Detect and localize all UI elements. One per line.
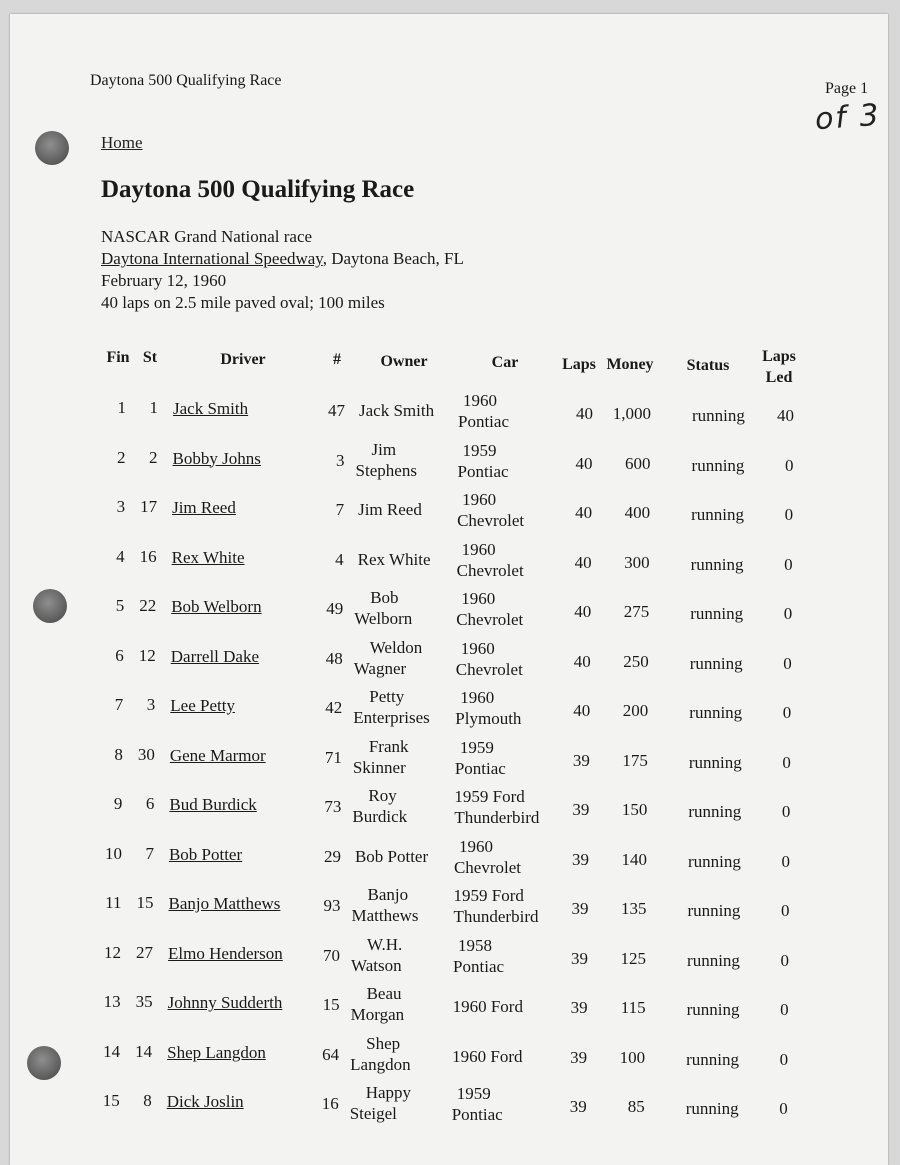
status-cell: running <box>687 950 740 970</box>
laps-led-cell: 0 <box>785 455 794 475</box>
owner-line: Weldon <box>369 637 423 657</box>
owner-line: Roy <box>368 786 397 805</box>
owner-line: Enterprises <box>353 708 430 727</box>
car-number-cell: 70 <box>323 945 341 965</box>
car-line: 1959 <box>459 737 494 757</box>
page-number: Page 1 <box>825 80 869 97</box>
status-cell: running <box>690 554 744 574</box>
col-header-car: Car <box>491 354 519 371</box>
status-cell: running <box>687 851 741 871</box>
car-number-cell: 49 <box>326 599 344 618</box>
col-header-st: St <box>142 349 158 366</box>
status-cell: running <box>688 802 742 821</box>
owner-line: Bob <box>370 588 399 607</box>
driver-link[interactable]: Johnny Sudderth <box>167 993 283 1012</box>
laps-led-cell: 0 <box>780 950 790 970</box>
laps-led-cell: 0 <box>780 1000 789 1019</box>
car-number-cell: 47 <box>328 401 345 420</box>
owner-line: Wagner <box>353 658 407 678</box>
car-number-cell: 73 <box>324 797 342 816</box>
car-line: 1960 <box>461 589 496 608</box>
owner-line: Jack Smith <box>359 401 435 420</box>
owner-line: Steigel <box>349 1104 397 1123</box>
driver-link[interactable]: Bob Potter <box>168 844 243 864</box>
col-header-laps-led: Laps Led <box>762 348 796 386</box>
race-distance: 40 laps on 2.5 mile paved oval; 100 miles <box>101 293 385 312</box>
start-cell: 15 <box>136 893 154 912</box>
col-header-owner: Owner <box>380 353 428 370</box>
race-series: NASCAR Grand National race <box>101 227 313 246</box>
status-cell: running <box>689 703 743 722</box>
car-line: 1960 <box>461 539 496 559</box>
start-cell: 8 <box>143 1091 152 1110</box>
start-cell: 35 <box>135 992 153 1011</box>
driver-link[interactable]: Shep Langdon <box>167 1042 266 1062</box>
driver-link[interactable]: Dick Joslin <box>166 1092 244 1111</box>
status-cell: running <box>686 1000 740 1019</box>
fin-cell: 6 <box>115 645 124 665</box>
car-line: 1960 <box>463 391 497 410</box>
laps-led-cell: 0 <box>782 703 792 722</box>
home-link[interactable]: Home <box>101 133 143 152</box>
start-cell: 2 <box>149 447 158 467</box>
car-number-cell: 3 <box>336 450 345 470</box>
car-line: 1959 Ford <box>453 886 524 905</box>
status-cell: running <box>692 406 745 425</box>
track-link[interactable]: Daytona International Speedway <box>101 249 323 268</box>
laps-led-cell: 0 <box>784 554 793 574</box>
owner-line: Welborn <box>354 609 413 628</box>
money-cell: 600 <box>625 453 651 473</box>
start-cell: 7 <box>145 843 154 863</box>
col-header-fin: Fin <box>106 349 130 366</box>
laps-cell: 39 <box>570 1047 588 1067</box>
start-cell: 30 <box>137 744 155 764</box>
driver-link[interactable]: Darrell Dake <box>170 646 260 666</box>
owner-line: Beau <box>366 984 402 1003</box>
fin-cell: 3 <box>116 497 126 516</box>
laps-led-cell: 0 <box>781 802 791 821</box>
laps-led-cell: 0 <box>779 1049 789 1069</box>
driver-link[interactable]: Jack Smith <box>173 399 249 418</box>
start-cell: 1 <box>149 398 158 417</box>
owner-line: Stephens <box>355 460 417 480</box>
driver-link[interactable]: Jim Reed <box>172 498 236 517</box>
owner-line: Bob Potter <box>354 846 429 866</box>
car-line: 1959 Ford <box>454 787 525 806</box>
binder-hole-top <box>35 131 69 165</box>
fin-cell: 5 <box>115 596 125 615</box>
status-cell: running <box>689 653 743 673</box>
car-line: 1959 <box>462 440 497 460</box>
owner-line: Watson <box>351 955 402 975</box>
col-header-laps: Laps <box>562 356 596 373</box>
money-cell: 125 <box>620 948 647 968</box>
driver-link[interactable]: Bud Burdick <box>169 795 257 814</box>
start-cell: 12 <box>138 645 156 665</box>
money-cell: 100 <box>619 1047 646 1067</box>
status-cell: running <box>688 752 742 772</box>
driver-link[interactable]: Bob Welborn <box>171 597 262 616</box>
car-line: Chevrolet <box>456 610 524 629</box>
fin-cell: 15 <box>102 1091 120 1110</box>
owner-line: W.H. <box>367 934 403 954</box>
car-line: 1958 <box>458 935 493 955</box>
car-number-cell: 15 <box>322 995 340 1014</box>
car-line: Chevrolet <box>453 857 521 877</box>
fin-cell: 9 <box>113 794 123 813</box>
car-line: 1960 Ford <box>452 1046 523 1066</box>
money-cell: 175 <box>622 750 648 770</box>
fin-cell: 14 <box>103 1041 121 1061</box>
laps-cell: 40 <box>574 602 592 621</box>
start-cell: 22 <box>139 596 157 615</box>
laps-cell: 39 <box>571 899 589 918</box>
owner-line: Skinner <box>352 757 406 777</box>
status-cell: running <box>687 901 741 920</box>
col-header-status: Status <box>686 357 730 374</box>
laps-led-cell: 0 <box>782 752 791 772</box>
driver-link[interactable]: Elmo Henderson <box>168 943 283 963</box>
money-cell: 200 <box>622 701 649 720</box>
fin-cell: 2 <box>117 447 126 467</box>
laps-led-cell: 0 <box>783 653 792 673</box>
money-cell: 300 <box>624 552 650 572</box>
money-cell: 140 <box>621 849 647 869</box>
laps-cell: 40 <box>575 503 593 522</box>
car-number-cell: 7 <box>335 500 345 519</box>
status-cell: running <box>691 455 745 475</box>
money-cell: 85 <box>627 1097 645 1116</box>
car-line: Pontiac <box>458 412 509 431</box>
money-cell: 115 <box>620 998 646 1017</box>
car-line: 1959 <box>456 1084 491 1103</box>
car-line: Pontiac <box>451 1105 503 1124</box>
fin-cell: 4 <box>116 546 125 566</box>
car-line: 1960 <box>462 490 497 509</box>
fin-cell: 1 <box>117 398 126 417</box>
fin-cell: 7 <box>114 695 124 714</box>
owner-line: Langdon <box>350 1054 411 1074</box>
laps-led-cell: 0 <box>784 505 794 524</box>
binder-hole-middle <box>33 589 67 623</box>
car-line: Chevrolet <box>456 560 524 580</box>
page-title: Daytona 500 Qualifying Race <box>101 176 415 203</box>
money-cell: 400 <box>624 503 651 522</box>
start-cell: 14 <box>135 1041 153 1061</box>
race-venue <box>101 248 464 270</box>
owner-line: Jim Reed <box>358 500 422 519</box>
car-line: Chevrolet <box>457 511 525 530</box>
status-cell: running <box>690 604 744 623</box>
car-number-cell: 64 <box>322 1044 340 1064</box>
car-line: Thunderbird <box>454 808 540 827</box>
fin-cell: 13 <box>103 992 121 1011</box>
status-cell: running <box>685 1099 739 1118</box>
owner-line: Matthews <box>351 906 419 925</box>
owner-line: Rex White <box>357 549 431 569</box>
owner-line: Happy <box>365 1083 412 1102</box>
laps-led-cell: 0 <box>783 604 793 623</box>
money-cell: 1,000 <box>612 404 651 423</box>
driver-link[interactable]: Bobby Johns <box>172 448 261 468</box>
driver-link[interactable]: Rex White <box>171 547 245 567</box>
start-cell: 17 <box>140 497 158 516</box>
laps-cell: 39 <box>570 998 588 1017</box>
laps-led-cell: 0 <box>781 901 790 920</box>
money-cell: 250 <box>623 651 649 671</box>
owner-line: Morgan <box>350 1005 405 1024</box>
owner-line: Frank <box>368 736 409 756</box>
car-line: 1960 <box>460 688 495 707</box>
owner-line: Banjo <box>367 885 409 904</box>
laps-cell: 39 <box>571 948 589 968</box>
status-cell: running <box>686 1049 740 1069</box>
laps-cell: 40 <box>573 701 591 720</box>
start-cell: 27 <box>136 942 154 962</box>
car-number-cell: 16 <box>321 1094 339 1113</box>
race-location: , Daytona Beach, FL <box>322 249 464 268</box>
start-cell: 3 <box>146 695 156 714</box>
car-line: 1960 <box>458 836 493 856</box>
car-number-cell: 29 <box>323 846 341 866</box>
laps-cell: 40 <box>573 651 591 671</box>
car-number-cell: 93 <box>323 896 341 915</box>
driver-link[interactable]: Lee Petty <box>170 696 235 715</box>
fin-cell: 11 <box>105 893 122 912</box>
laps-cell: 39 <box>572 800 590 819</box>
car-line: Thunderbird <box>453 907 539 926</box>
race-info <box>101 226 464 314</box>
laps-cell: 39 <box>572 750 590 770</box>
laps-cell: 40 <box>576 404 593 423</box>
car-number-cell: 48 <box>325 648 343 668</box>
fin-cell: 8 <box>114 744 123 764</box>
status-cell: running <box>691 505 744 524</box>
car-line: Pontiac <box>457 461 509 481</box>
car-line: 1960 <box>460 638 495 658</box>
car-line: Chevrolet <box>455 659 523 679</box>
car-number-cell: 4 <box>335 549 344 569</box>
race-date: February 12, 1960 <box>101 271 227 290</box>
laps-led-cell: 40 <box>777 406 794 425</box>
money-cell: 150 <box>621 800 648 819</box>
car-line: Pontiac <box>453 956 505 976</box>
owner-line: Burdick <box>352 807 408 826</box>
col-header-number: # <box>333 351 341 368</box>
car-line: 1960 Ford <box>452 997 523 1016</box>
col-header-money: Money <box>606 356 654 373</box>
car-line: Plymouth <box>455 709 522 728</box>
money-cell: 135 <box>621 899 647 918</box>
laps-cell: 40 <box>574 552 592 572</box>
start-cell: 16 <box>139 546 157 566</box>
owner-line: Petty <box>369 687 405 706</box>
car-number-cell: 42 <box>325 698 343 717</box>
owner-line: Jim <box>371 439 397 459</box>
laps-led-cell: 0 <box>779 1099 788 1118</box>
money-cell: 275 <box>623 602 650 621</box>
start-cell: 6 <box>145 794 155 813</box>
driver-link[interactable]: Gene Marmor <box>169 745 266 765</box>
driver-link[interactable]: Banjo Matthews <box>168 894 281 913</box>
col-header-driver: Driver <box>220 351 266 368</box>
owner-line: Shep <box>366 1033 401 1053</box>
binder-hole-bottom <box>27 1046 61 1080</box>
laps-cell: 39 <box>569 1097 587 1116</box>
handwritten-page-count: of 3 <box>813 97 882 138</box>
car-line: Pontiac <box>454 758 506 778</box>
car-number-cell: 71 <box>324 747 342 767</box>
laps-led-cell: 0 <box>781 851 790 871</box>
laps-cell: 40 <box>575 453 593 473</box>
fin-cell: 12 <box>104 942 122 962</box>
running-head: Daytona 500 Qualifying Race <box>90 72 282 89</box>
laps-cell: 39 <box>571 849 589 869</box>
fin-cell: 10 <box>104 843 122 863</box>
